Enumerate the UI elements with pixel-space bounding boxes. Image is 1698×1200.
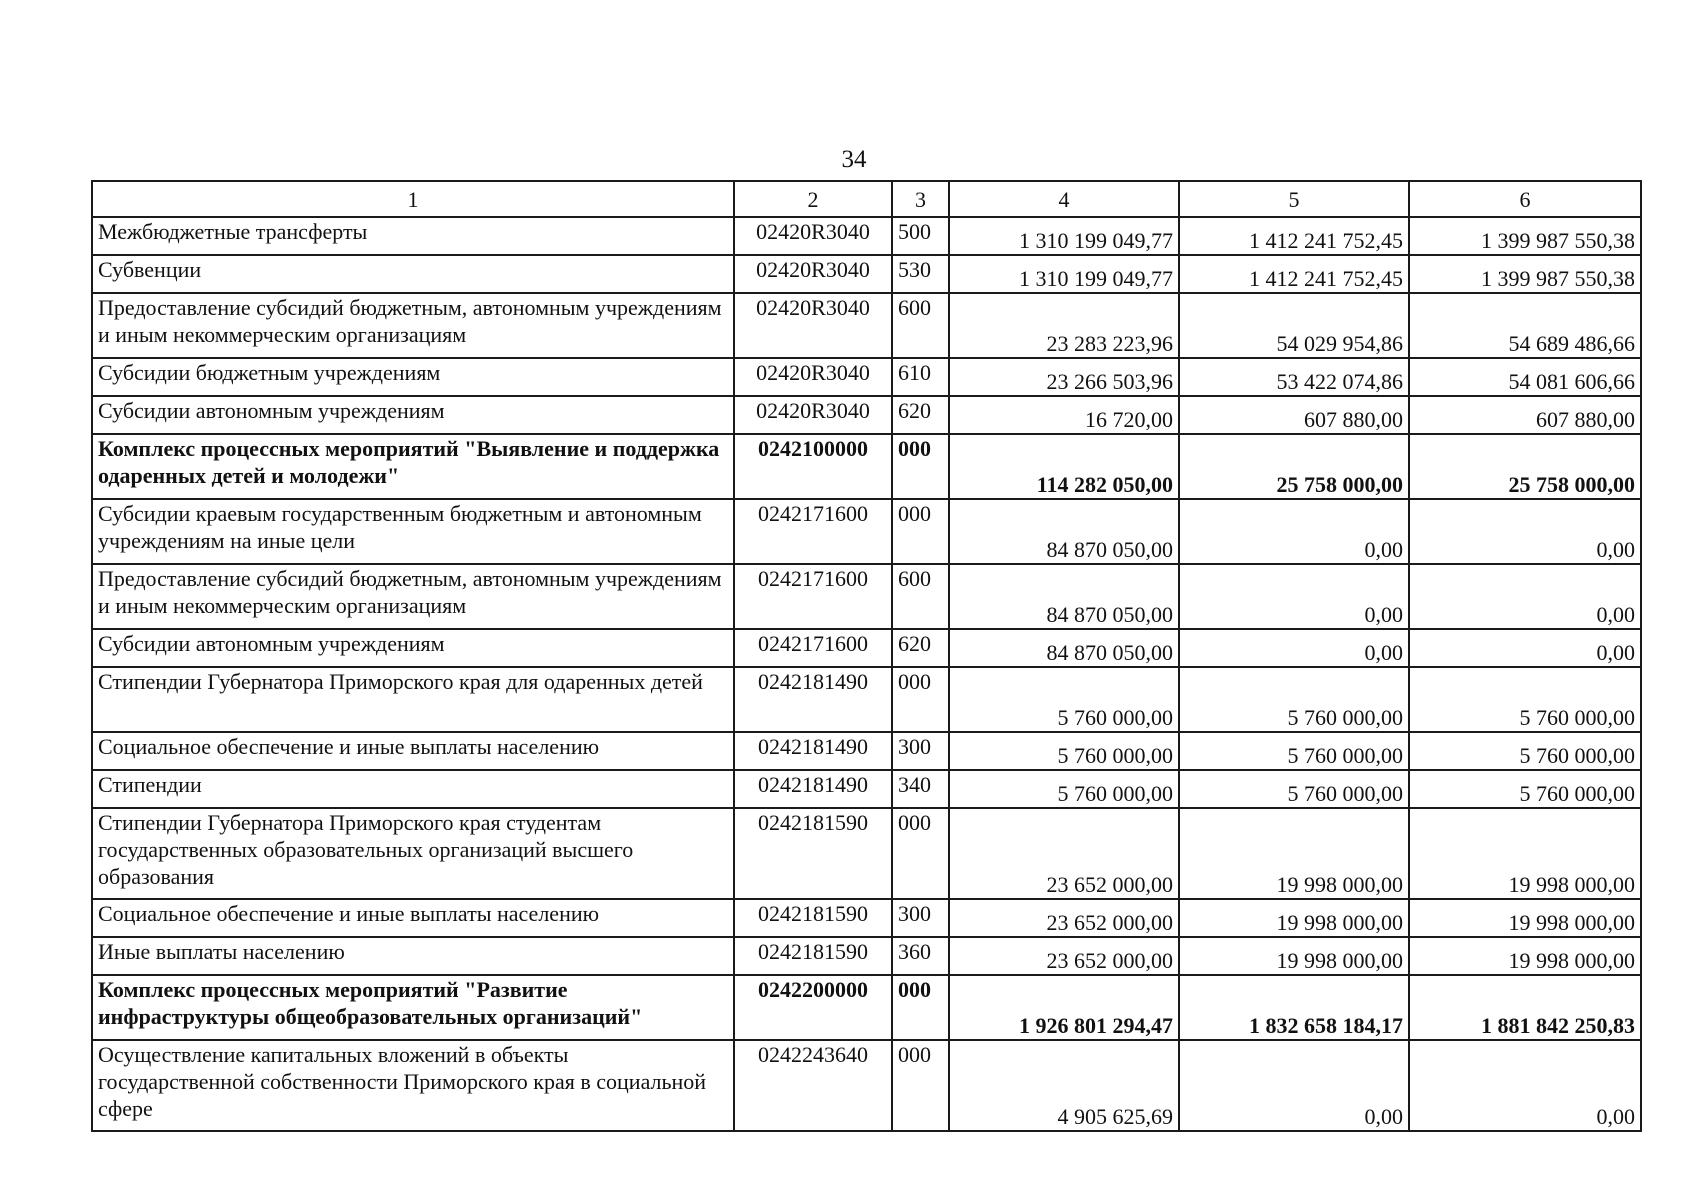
row-expense-type: 530 — [892, 255, 949, 293]
row-amount-5: 54 029 954,86 — [1179, 293, 1409, 358]
row-name: Комплекс процессных мероприятий "Выявление и поддержка одаренных детей и молодежи" — [92, 434, 734, 499]
row-target-code: 0242181490 — [734, 770, 892, 808]
row-amount-6: 19 998 000,00 — [1409, 899, 1641, 937]
row-expense-type: 300 — [892, 899, 949, 937]
row-amount-4: 23 652 000,00 — [949, 899, 1179, 937]
row-amount-5: 53 422 074,86 — [1179, 358, 1409, 396]
row-amount-4: 84 870 050,00 — [949, 564, 1179, 629]
table-row — [92, 975, 1641, 1040]
row-target-code: 02420R3040 — [734, 358, 892, 396]
page-number: 34 — [841, 146, 867, 173]
row-amount-4: 1 310 199 049,77 — [949, 217, 1179, 255]
row-amount-4: 23 652 000,00 — [949, 808, 1179, 899]
row-amount-5: 5 760 000,00 — [1179, 770, 1409, 808]
table-row — [92, 217, 1641, 255]
row-amount-4: 84 870 050,00 — [949, 499, 1179, 564]
row-amount-4: 5 760 000,00 — [949, 770, 1179, 808]
table-row — [92, 770, 1641, 808]
row-name: Субсидии бюджетным учреждениям — [92, 358, 734, 396]
row-target-code: 0242181490 — [734, 732, 892, 770]
row-name: Стипендии Губернатора Приморского края для одаренных детей — [92, 667, 734, 732]
row-amount-6: 1 399 987 550,38 — [1409, 217, 1641, 255]
row-expense-type: 000 — [892, 667, 949, 732]
table-row — [92, 937, 1641, 975]
row-amount-6: 607 880,00 — [1409, 396, 1641, 434]
row-amount-5: 5 760 000,00 — [1179, 732, 1409, 770]
row-amount-6: 54 689 486,66 — [1409, 293, 1641, 358]
row-amount-5: 19 998 000,00 — [1179, 808, 1409, 899]
row-amount-6: 5 760 000,00 — [1409, 770, 1641, 808]
row-amount-4: 114 282 050,00 — [949, 434, 1179, 499]
column-header-6: 6 — [1409, 181, 1641, 217]
row-amount-5: 1 412 241 752,45 — [1179, 255, 1409, 293]
table-row — [92, 293, 1641, 358]
row-amount-5: 1 412 241 752,45 — [1179, 217, 1409, 255]
row-target-code: 0242243640 — [734, 1040, 892, 1131]
row-amount-4: 23 283 223,96 — [949, 293, 1179, 358]
row-expense-type: 000 — [892, 434, 949, 499]
row-expense-type: 300 — [892, 732, 949, 770]
row-amount-5: 25 758 000,00 — [1179, 434, 1409, 499]
row-amount-5: 607 880,00 — [1179, 396, 1409, 434]
table-row — [92, 358, 1641, 396]
row-target-code: 0242200000 — [734, 975, 892, 1040]
row-amount-6: 19 998 000,00 — [1409, 808, 1641, 899]
row-amount-6: 5 760 000,00 — [1409, 732, 1641, 770]
row-amount-6: 0,00 — [1409, 629, 1641, 667]
row-expense-type: 340 — [892, 770, 949, 808]
row-amount-6: 54 081 606,66 — [1409, 358, 1641, 396]
row-amount-5: 1 832 658 184,17 — [1179, 975, 1409, 1040]
row-amount-4: 23 266 503,96 — [949, 358, 1179, 396]
row-amount-4: 5 760 000,00 — [949, 667, 1179, 732]
row-amount-6: 0,00 — [1409, 564, 1641, 629]
row-target-code: 02420R3040 — [734, 293, 892, 358]
row-amount-6: 19 998 000,00 — [1409, 937, 1641, 975]
row-amount-6: 25 758 000,00 — [1409, 434, 1641, 499]
row-target-code: 02420R3040 — [734, 255, 892, 293]
row-expense-type: 000 — [892, 1040, 949, 1131]
row-amount-5: 0,00 — [1179, 499, 1409, 564]
row-target-code: 0242171600 — [734, 564, 892, 629]
table-row — [92, 629, 1641, 667]
column-header-3: 3 — [892, 181, 949, 217]
row-expense-type: 620 — [892, 396, 949, 434]
row-name: Социальное обеспечение и иные выплаты населению — [92, 899, 734, 937]
row-name: Субвенции — [92, 255, 734, 293]
row-amount-5: 0,00 — [1179, 1040, 1409, 1131]
row-expense-type: 620 — [892, 629, 949, 667]
row-name: Осуществление капитальных вложений в объекты государственной собственности Приморского края в социальной сфере — [92, 1040, 734, 1131]
column-header-1: 1 — [92, 181, 734, 217]
table-row — [92, 564, 1641, 629]
row-amount-4: 1 926 801 294,47 — [949, 975, 1179, 1040]
row-amount-4: 84 870 050,00 — [949, 629, 1179, 667]
row-amount-4: 4 905 625,69 — [949, 1040, 1179, 1131]
row-name: Стипендии — [92, 770, 734, 808]
header-row — [92, 181, 1641, 217]
table-row — [92, 667, 1641, 732]
table-row — [92, 396, 1641, 434]
row-amount-5: 0,00 — [1179, 564, 1409, 629]
row-name: Иные выплаты населению — [92, 937, 734, 975]
row-name: Стипендии Губернатора Приморского края студентам государственных образовательных организаций высшего образования — [92, 808, 734, 899]
row-amount-6: 0,00 — [1409, 1040, 1641, 1131]
row-amount-5: 19 998 000,00 — [1179, 937, 1409, 975]
row-amount-6: 0,00 — [1409, 499, 1641, 564]
row-target-code: 0242100000 — [734, 434, 892, 499]
table-row — [92, 899, 1641, 937]
row-target-code: 0242171600 — [734, 499, 892, 564]
row-expense-type: 000 — [892, 975, 949, 1040]
column-header-2: 2 — [734, 181, 892, 217]
row-expense-type: 500 — [892, 217, 949, 255]
row-name: Предоставление субсидий бюджетным, автономным учреждениям и иным некоммерческим организациям — [92, 293, 734, 358]
table-row — [92, 434, 1641, 499]
column-header-4: 4 — [949, 181, 1179, 217]
row-expense-type: 000 — [892, 499, 949, 564]
row-name: Субсидии краевым государственным бюджетным и автономным учреждениям на иные цели — [92, 499, 734, 564]
row-target-code: 0242171600 — [734, 629, 892, 667]
row-expense-type: 610 — [892, 358, 949, 396]
table-row — [92, 255, 1641, 293]
row-target-code: 0242181590 — [734, 899, 892, 937]
row-name: Комплекс процессных мероприятий "Развитие инфраструктуры общеобразовательных организаций" — [92, 975, 734, 1040]
row-amount-4: 16 720,00 — [949, 396, 1179, 434]
row-amount-6: 1 399 987 550,38 — [1409, 255, 1641, 293]
row-name: Субсидии автономным учреждениям — [92, 629, 734, 667]
table-row — [92, 499, 1641, 564]
row-target-code: 02420R3040 — [734, 217, 892, 255]
row-name: Межбюджетные трансферты — [92, 217, 734, 255]
row-amount-4: 1 310 199 049,77 — [949, 255, 1179, 293]
budget-table — [91, 180, 1642, 1132]
row-expense-type: 600 — [892, 293, 949, 358]
row-name: Социальное обеспечение и иные выплаты населению — [92, 732, 734, 770]
row-target-code: 0242181490 — [734, 667, 892, 732]
row-target-code: 02420R3040 — [734, 396, 892, 434]
row-amount-5: 5 760 000,00 — [1179, 667, 1409, 732]
row-amount-5: 19 998 000,00 — [1179, 899, 1409, 937]
row-expense-type: 360 — [892, 937, 949, 975]
table-row — [92, 1040, 1641, 1131]
table-row — [92, 808, 1641, 899]
column-header-5: 5 — [1179, 181, 1409, 217]
row-amount-5: 0,00 — [1179, 629, 1409, 667]
row-expense-type: 600 — [892, 564, 949, 629]
row-name: Субсидии автономным учреждениям — [92, 396, 734, 434]
table-row — [92, 732, 1641, 770]
row-target-code: 0242181590 — [734, 808, 892, 899]
row-amount-4: 23 652 000,00 — [949, 937, 1179, 975]
row-expense-type: 000 — [892, 808, 949, 899]
row-amount-6: 1 881 842 250,83 — [1409, 975, 1641, 1040]
row-target-code: 0242181590 — [734, 937, 892, 975]
row-amount-6: 5 760 000,00 — [1409, 667, 1641, 732]
row-name: Предоставление субсидий бюджетным, автономным учреждениям и иным некоммерческим организациям — [92, 564, 734, 629]
row-amount-4: 5 760 000,00 — [949, 732, 1179, 770]
